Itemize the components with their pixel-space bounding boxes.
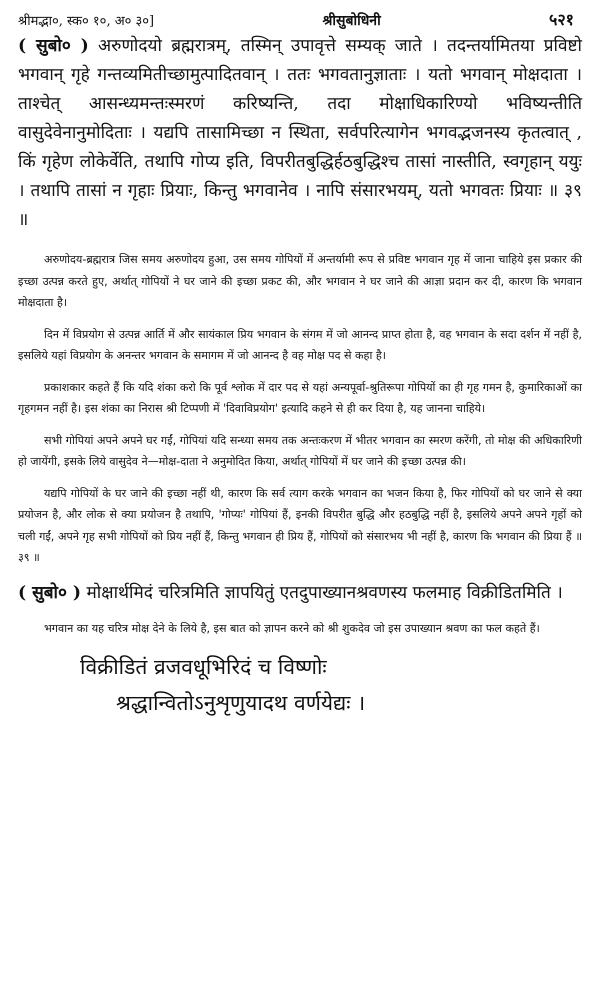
header-title: श्रीसुबोधिनी bbox=[322, 13, 381, 29]
page-number: ५२१ bbox=[549, 10, 574, 29]
hindi-closing-paragraph: भगवान का यह चरित्र मोक्ष देने के लिये है, इस बात को ज्ञापन करने को श्री शुकदेव जो इस उपाख्यान श्रवण का फल कहते हैं। bbox=[44, 621, 540, 635]
commentary-text: मोक्षार्थमिदं चरित्रमिति ज्ञापयितुं एतदुपाख्यानश्रवणस्य फलमाह विक्रीडितमिति । bbox=[81, 582, 563, 603]
verse-40 bbox=[18, 649, 582, 721]
subodhini-commentary-40 bbox=[18, 579, 582, 608]
hindi-paragraph: यद्यपि गोपियों के घर जाने की इच्छा नहीं थी, कारण कि सर्व त्याग करके भगवान का भजन किया है, फिर गोपियों को घर जाने से क्या प्रयोजन है, और लोक से क्या प्रयोजन है तथापि, 'गोप्यः' गोपियां हैं, इनकी विपरीत बुद्धि और हठबुद्धि नहीं है, इसलिये अपने अपने गृहों को चली गईं, अपने गृह सभी गोपियों को प्रिय नहीं हैं, किन्तु भगवान ही प्रिय हैं, गोपियों को संसारभय भी नहीं है, कारण कि भगवान की प्रिया हैं ॥ ३९ ॥ bbox=[18, 486, 582, 564]
commentary-marker: ( सुबो० ) bbox=[18, 582, 82, 603]
subodhini-commentary-39 bbox=[18, 32, 582, 235]
commentary-text: अरुणोदयो ब्रह्मरात्रम्, तस्मिन् उपावृत्ते सम्यक् जाते । तदन्तर्यामितया प्रविष्टो भगवान् गृहे गन्तव्यमितीच्छामुत्पादितवान् । ततः भगवतानुज्ञाताः । यतो भगवान् मोक्षदाता । ताश्चेत् आसन्ध्यमन्तःस्मरणं करिष्यन्ति, तदा मोक्षाधिकारिण्यो भविष्यन्तीति वासुदेवेनानुमोदिताः । यद्यपि तासामिच्छा न स्थिता, सर्वपरित्यागेन भगवद्भजनस्य कृतत्वात् , किं गृहेण लोकेर्वेति, तथापि गोप्य इति, विपरीतबुद्धिर्हठबुद्धिश्च तासां नास्तीति, स्वगृहान् ययुः । तथापि तासां न गृहाः प्रियाः, किन्तु भगवानेव । नापि संसारभयम्, यतो भगवतः प्रियाः ॥ ३९ ॥ bbox=[18, 36, 582, 230]
commentary-marker: ( सुबो० ) bbox=[18, 36, 89, 56]
running-header bbox=[18, 8, 582, 32]
header-section-reference: श्रीमद्भा०, स्क० १०, अ० ३०] bbox=[18, 14, 155, 29]
hindi-paragraph: दिन में विप्रयोग से उत्पन्न आर्ति में और सायंकाल प्रिय भगवान के संगम में जो आनन्द प्राप्त होता है, वह भगवान के सदा दर्शन में नहीं है, इसलिये यहां विप्रयोग के अनन्तर भगवान के समागम में जो आनन्द है वह मोक्ष पद से कहा है। bbox=[18, 327, 582, 362]
hindi-paragraph: अरुणोदय-ब्रह्मरात्र जिस समय अरुणोदय हुआ, उस समय गोपियों में अन्तर्यामी रूप से प्रविष्ट भगवान गृह में जाना चाहिये इस प्रकार की इच्छा उत्पन्न करते हुए, अर्थात् गोपियों ने घर जाने की इच्छा प्रकट की, और भगवान ने घर जाने की आज्ञा प्रदान कर दी, कारण कि भगवान मोक्षदाता है। bbox=[18, 253, 582, 309]
verse-line-2: श्रद्धान्वितोऽनुशृणुयादथ वर्णयेद्यः । bbox=[116, 691, 366, 715]
hindi-paragraph: सभी गोपियां अपने अपने घर गईं, गोपियां यदि सन्ध्या समय तक अन्तःकरण में भीतर भगवान का स्मरण करेंगी, तो मोक्ष की अधिकारिणी हो जायेंगी, इसके लिये वासुदेव ने—मोक्ष-दाता ने अनुमोदित किया, अर्थात् गोपियों में घर जाने की इच्छा उत्पन्न की। bbox=[18, 433, 582, 468]
hindi-paragraph: प्रकाशकार कहते हैं कि यदि शंका करो कि पूर्व श्लोक में दार पद से यहां अन्यपूर्वा-श्रुतिरूपा गोपियों का ही गृह गमन है, कुमारिकाओं का गृहगमन नहीं है। इस शंका का निरास श्री टिप्पणी में 'दिवाविप्रयोग' इत्यादि कहने से ही कर दिया है, यह जानना चाहिये। bbox=[18, 380, 582, 415]
verse-line-1: विक्रीडितं व्रजवधूभिरिदं च विष्णोः bbox=[80, 655, 327, 679]
